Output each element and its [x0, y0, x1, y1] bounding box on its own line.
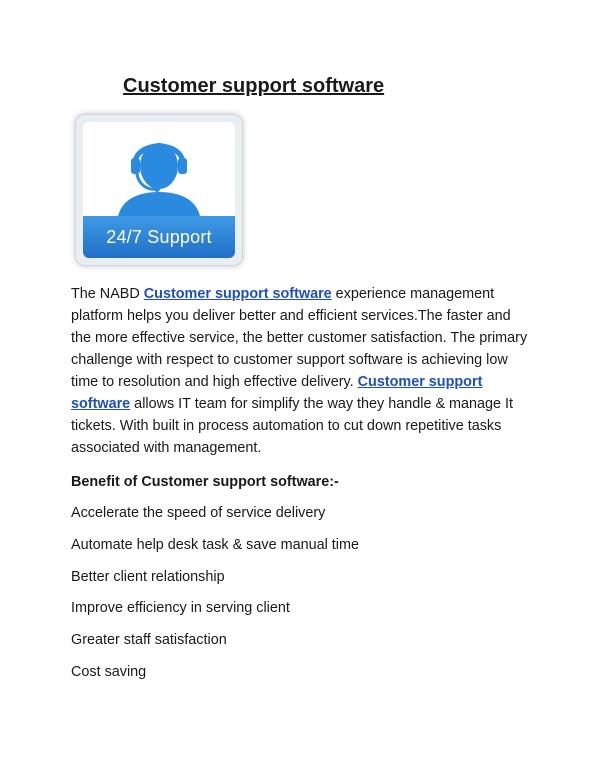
- benefit-item: Automate help desk task & save manual time: [71, 537, 359, 553]
- page-title: Customer support software: [123, 75, 385, 97]
- benefit-item: Improve efficiency in serving client: [71, 600, 290, 616]
- support-badge-label: 24/7 Support: [83, 216, 235, 258]
- customer-support-link-2[interactable]: Customer support software: [71, 374, 483, 412]
- intro-text-1: The NABD: [71, 286, 144, 302]
- customer-support-link-1[interactable]: Customer support software: [143, 286, 332, 302]
- intro-paragraph: [71, 283, 531, 459]
- headset-agent-icon: [83, 122, 235, 222]
- benefit-item: Greater staff satisfaction: [71, 632, 227, 648]
- support-logo: [75, 114, 243, 266]
- benefit-item: Accelerate the speed of service delivery: [71, 505, 326, 521]
- benefits-heading: Benefit of Customer support software:-: [71, 474, 339, 490]
- benefit-item: Cost saving: [71, 664, 147, 680]
- benefit-item: Better client relationship: [71, 569, 225, 585]
- intro-text-3: allows IT team for simplify the way they handle & manage It tickets. With built in process automation to cut down repetitive tasks associated with management.: [71, 396, 514, 456]
- intro-text-2: experience management platform helps you deliver better and efficient services.The faster and the more effective service, the better customer satisfaction. The primary challenge with respect to customer support software is achieving low time to resolution and high effective delivery.: [71, 286, 528, 390]
